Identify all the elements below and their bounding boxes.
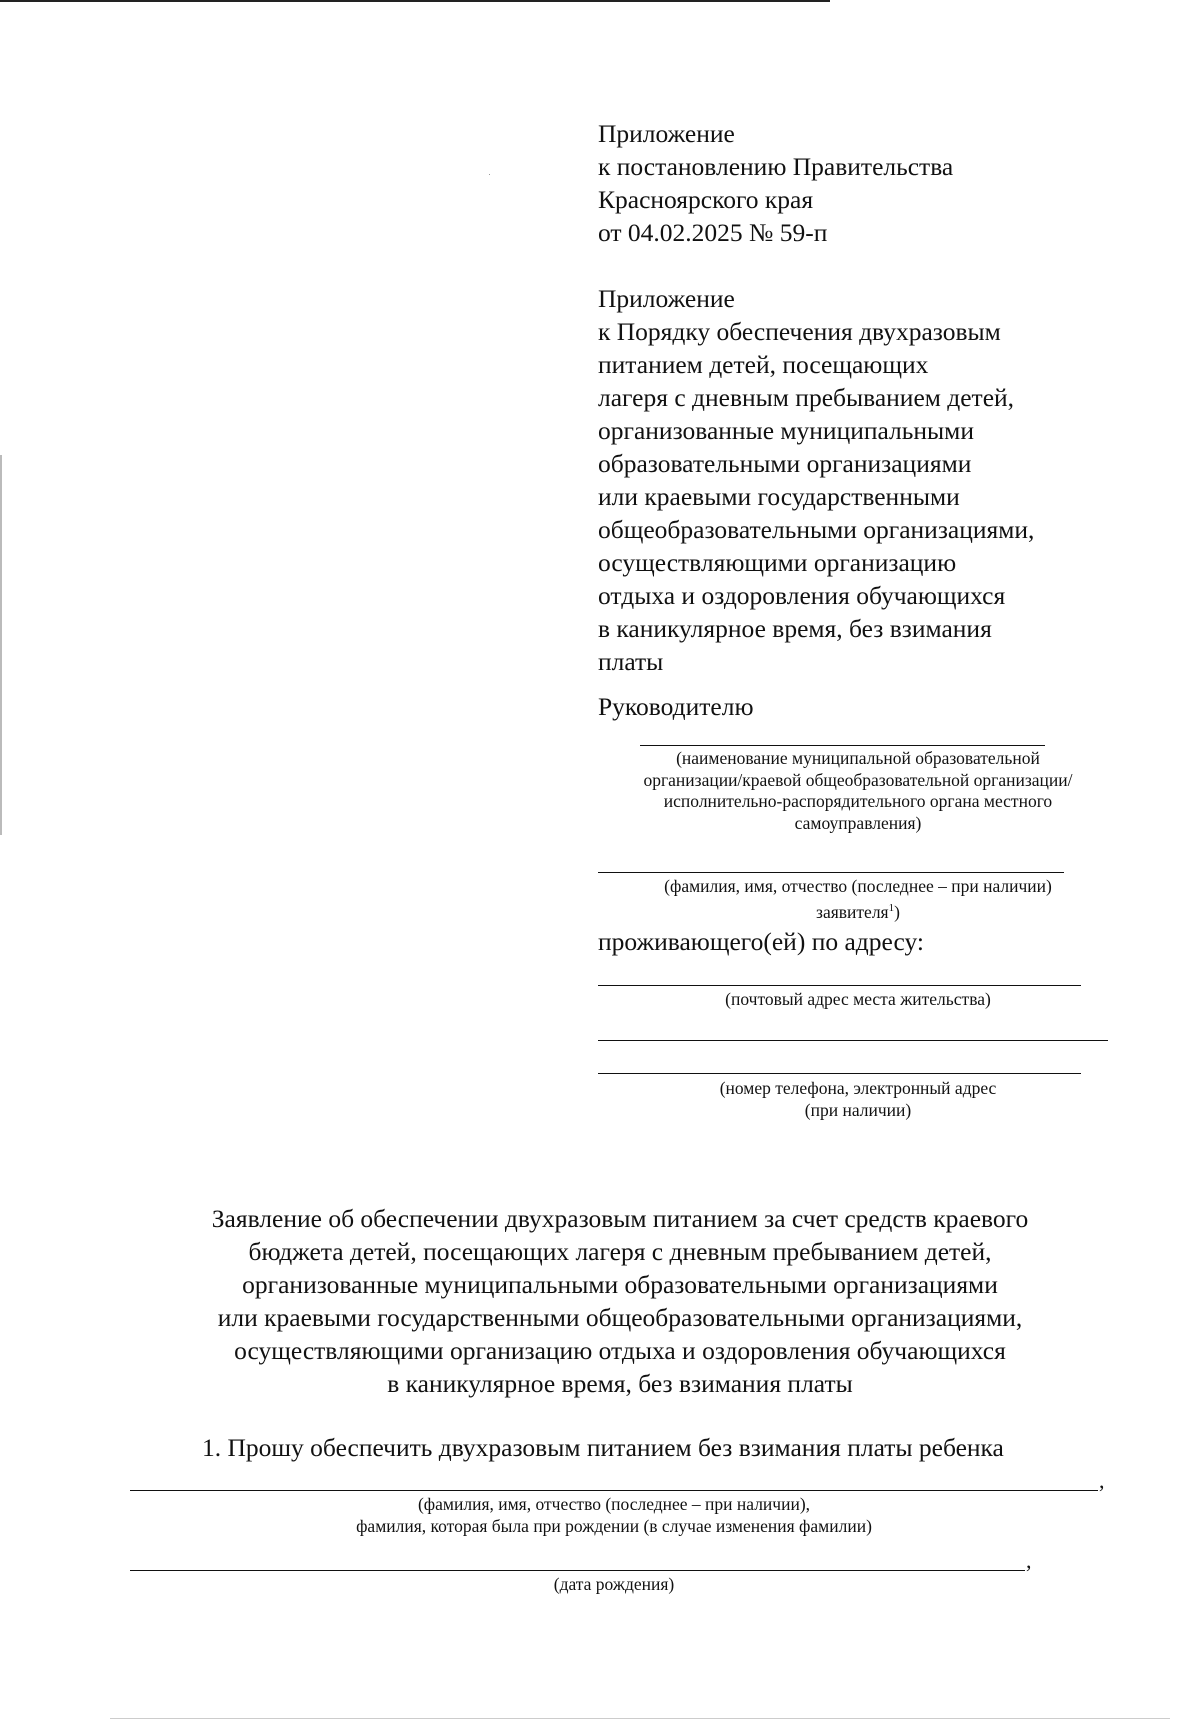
scan-bottom-edge — [110, 1718, 1170, 1719]
birth-date-caption — [130, 1574, 1098, 1596]
order-line: платы — [598, 647, 664, 676]
child-fio-caption — [130, 1494, 1098, 1537]
address-caption — [598, 989, 1118, 1011]
caption-line: фамилия, которая была при рождении (в случае изменения фамилии) — [356, 1515, 872, 1536]
appendix-line: к постановлению Правительства — [598, 152, 954, 181]
title-line: в каникулярное время, без взимания платы — [387, 1369, 853, 1398]
address-fill-line-2[interactable] — [598, 1040, 1108, 1041]
resolution-appendix-header — [598, 117, 1158, 249]
caption-line: (фамилия, имя, отчество (последнее – при наличии), — [417, 1494, 811, 1514]
comma-mark: , — [1026, 1548, 1032, 1573]
caption-text: ) — [894, 901, 900, 922]
title-line: бюджета детей, посещающих лагеря с дневным пребыванием детей, — [248, 1237, 992, 1266]
order-line: образовательными организациями — [598, 449, 972, 478]
comma-mark: , — [1099, 1468, 1105, 1493]
order-line: лагеря с дневным пребыванием детей, — [598, 383, 1015, 412]
order-line: или краевыми государственными — [598, 482, 960, 511]
caption-line: самоуправления) — [794, 812, 922, 833]
order-line: осуществляющими организацию — [598, 548, 957, 577]
title-line: Заявление об обеспечении двухразовым питанием за счет средств краевого — [211, 1204, 1029, 1233]
caption-line: (почтовый адрес места жительства) — [725, 989, 991, 1009]
appendix-line: Красноярского края — [598, 185, 814, 214]
applicant-fio-fill-line[interactable] — [598, 872, 1064, 873]
addressee-label — [598, 690, 1158, 723]
scan-speck — [489, 174, 490, 175]
paragraph-1: 1. Прошу обеспечить двухразовым питанием без взимания платы ребенка — [202, 1433, 1004, 1462]
caption-line: (номер телефона, электронный адрес — [719, 1078, 997, 1098]
caption-line: (дата рождения) — [553, 1574, 675, 1594]
caption-line: (при наличии) — [804, 1099, 912, 1120]
footnote-mark: 1 — [888, 901, 895, 914]
order-line: в каникулярное время, без взимания — [598, 614, 992, 643]
caption-text: заявителя — [816, 901, 889, 922]
scan-left-edge — [0, 455, 2, 835]
caption-line: исполнительно-распорядительного органа местного — [663, 791, 1053, 811]
birth-date-fill-line[interactable] — [130, 1570, 1025, 1571]
appendix-line: от 04.02.2025 № 59-п — [598, 218, 828, 247]
org-name-fill-line[interactable] — [640, 745, 1045, 746]
order-appendix-header — [598, 282, 1158, 678]
order-line: организованные муниципальными — [598, 416, 974, 445]
address-fill-line[interactable] — [598, 985, 1081, 986]
contact-caption — [598, 1078, 1118, 1121]
caption-line: (наименование муниципальной образовательной — [676, 748, 1040, 768]
residing-label: проживающего(ей) по адресу: — [598, 927, 924, 956]
caption-line: (фамилия, имя, отчество (последнее – при наличии) — [664, 876, 1052, 896]
addressee-to: Руководителю — [598, 692, 754, 721]
org-name-caption — [598, 748, 1118, 834]
scan-top-edge — [0, 0, 830, 2]
title-line: или краевыми государственными общеобразовательными организациями, — [217, 1303, 1023, 1332]
appendix-line: Приложение — [598, 119, 735, 148]
caption-line: организации/краевой общеобразовательной организации/ — [643, 769, 1073, 790]
order-line: отдыха и оздоровления обучающихся — [598, 581, 1006, 610]
order-line: к Порядку обеспечения двухразовым — [598, 317, 1001, 346]
title-line: организованные муниципальными образовательными организациями — [242, 1270, 998, 1299]
order-line: питанием детей, посещающих — [598, 350, 929, 379]
order-line: общеобразовательными организациями, — [598, 515, 1035, 544]
contact-fill-line[interactable] — [598, 1073, 1081, 1074]
caption-line — [598, 898, 1118, 923]
child-fio-fill-line[interactable] — [130, 1490, 1098, 1491]
applicant-fio-caption — [598, 876, 1118, 923]
title-line: осуществляющими организацию отдыха и оздоровления обучающихся — [234, 1336, 1006, 1365]
order-line: Приложение — [598, 284, 735, 313]
statement-title — [100, 1202, 1140, 1400]
